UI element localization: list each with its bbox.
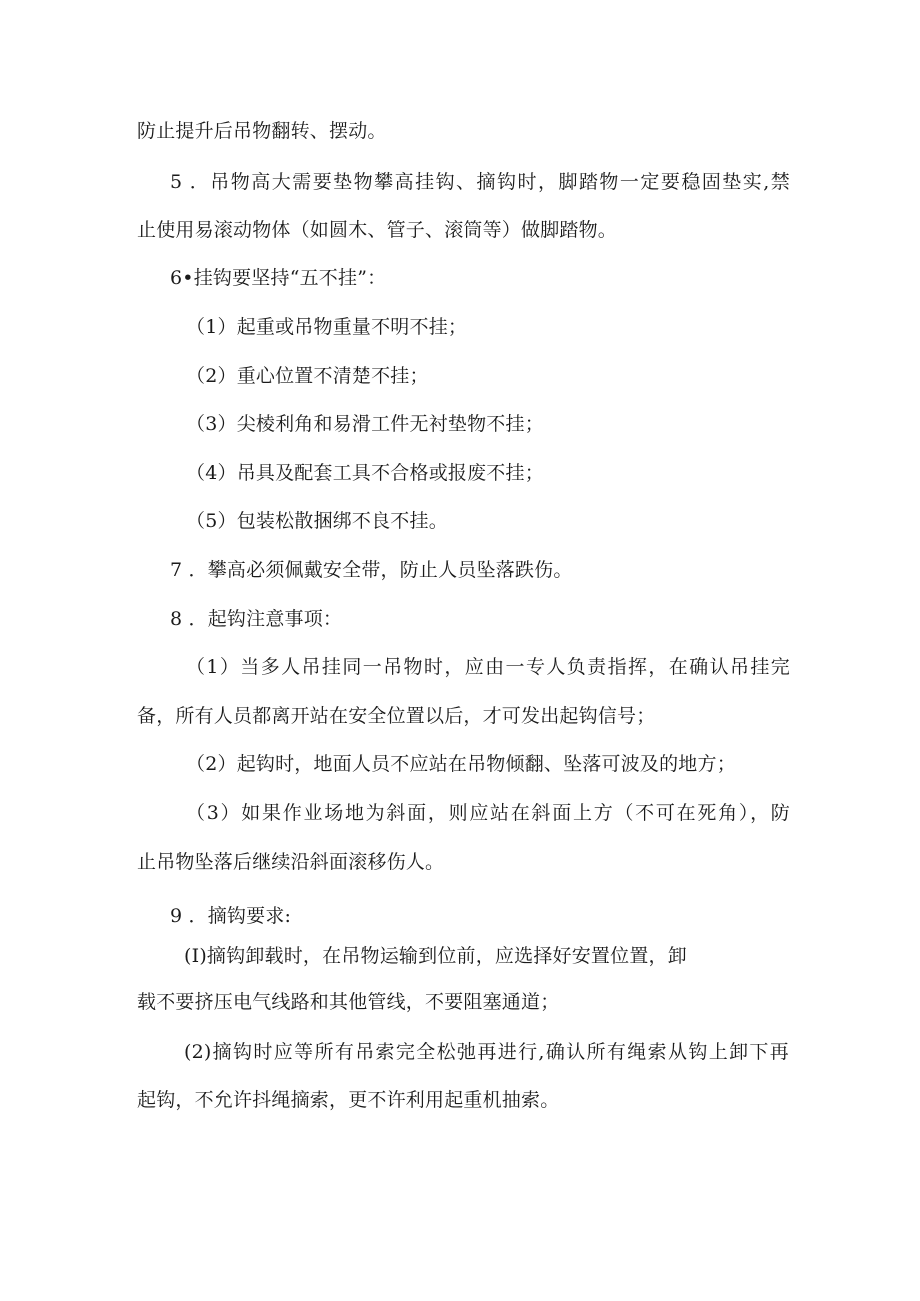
list-item: （5）包装松散捆绑不良不挂。: [186, 510, 448, 532]
list-item: (I)摘钩卸载时，在吊物运输到位前，应选择好安置位置，卸: [184, 945, 687, 967]
list-item: （3）如果作业场地为斜面，则应站在斜面上方（不可在死角），防: [186, 802, 790, 824]
paragraph-line: 起钩，不允许抖绳摘索，更不许利用起重机抽索。: [137, 1089, 560, 1111]
paragraph-line: 7 ．攀高必须佩戴安全带，防止人员坠落跌伤。: [170, 559, 573, 581]
paragraph-line: 止使用易滚动物体（如圆木、管子、滚筒等）做脚踏物。: [137, 219, 618, 241]
list-item: （4）吊具及配套工具不合格或报废不挂；: [186, 462, 544, 484]
list-item: (2)摘钩时应等所有吊索完全松弛再进行,确认所有绳索从钩上卸下再: [184, 1041, 789, 1063]
paragraph-line: 9 ．摘钩要求:: [170, 905, 292, 927]
paragraph-line: 8 ．起钩注意事项：: [170, 608, 343, 630]
list-item: （3）尖棱利角和易滑工件无衬垫物不挂；: [186, 413, 544, 435]
paragraph-line: 载不要挤压电气线路和其他管线，不要阻塞通道；: [137, 991, 560, 1013]
list-item: （2）重心位置不清楚不挂；: [186, 365, 429, 387]
paragraph-line: 防止提升后吊物翻转、摆动。: [137, 120, 387, 142]
paragraph-line: 5 ．吊物高大需要垫物攀高挂钩、摘钩时，脚踏物一定要稳固垫实,禁: [170, 171, 790, 193]
list-item: （2）起钩时，地面人员不应站在吊物倾翻、坠落可波及的地方；: [186, 753, 736, 775]
list-item: （1）当多人吊挂同一吊物时，应由一专人负责指挥，在确认吊挂完: [186, 656, 790, 678]
list-item: （1）起重或吊物重量不明不挂；: [186, 316, 468, 338]
paragraph-line: 备，所有人员都离开站在安全位置以后，才可发出起钩信号；: [137, 705, 656, 727]
paragraph-line: 止吊物坠落后继续沿斜面滚移伤人。: [137, 851, 445, 873]
paragraph-line: 6•挂钩要坚持“五不挂”：: [170, 267, 387, 289]
